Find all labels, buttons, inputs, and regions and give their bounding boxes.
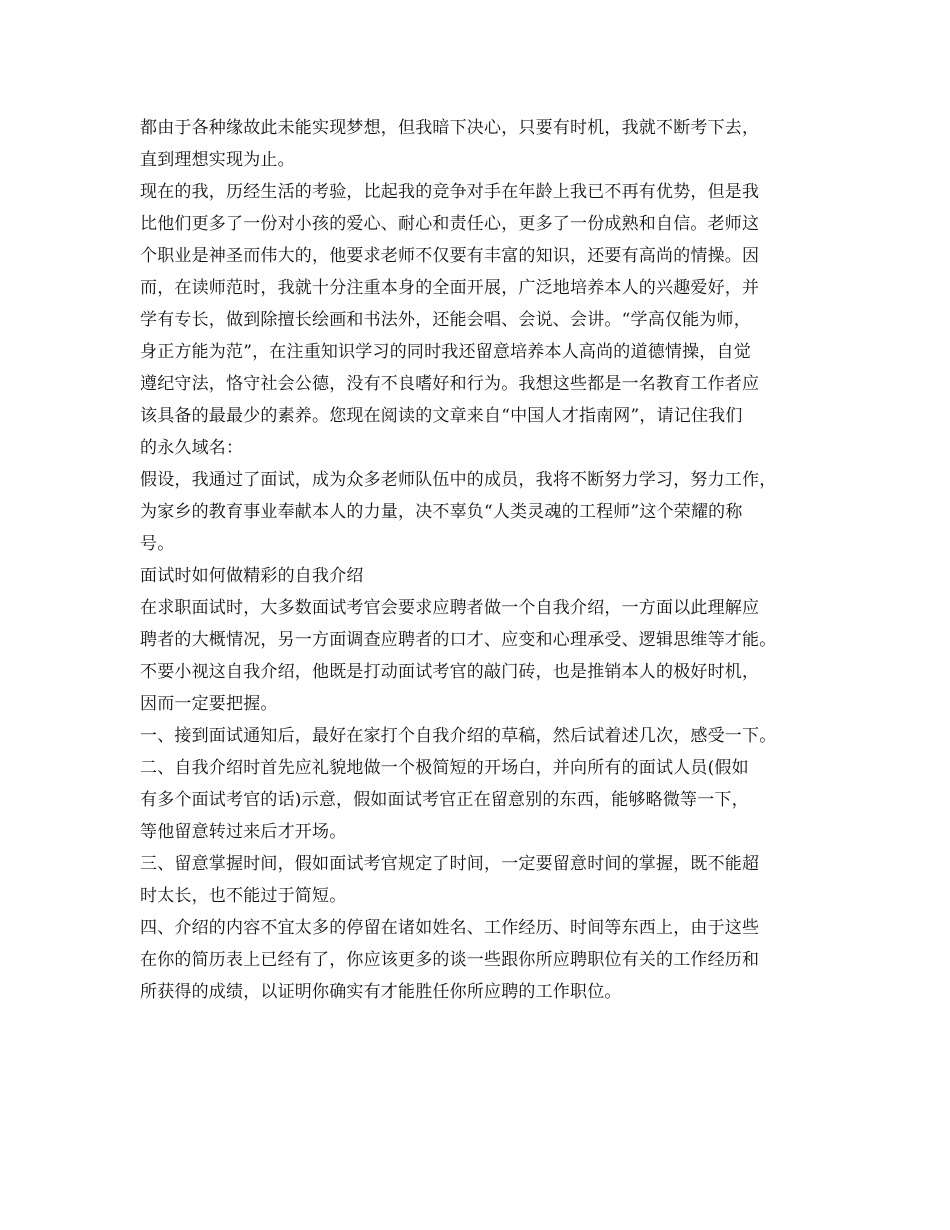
- text-line: 直到理想实现为止。: [140, 150, 295, 170]
- list-item-line: 等他留意转过来后才开场。: [140, 822, 347, 842]
- text-line: 聘者的大概情况，另一方面调查应聘者的口才、应变和心理承受、逻辑思维等才能。: [140, 630, 777, 650]
- section-heading: 面试时如何做精彩的自我介绍: [140, 566, 364, 586]
- list-item-line: 有多个面试考官的话)示意，假如面试考官正在留意别的东西，能够略微等一下，: [140, 790, 749, 810]
- text-line: 遵纪守法，恪守社会公德，没有不良嗜好和行为。我想这些都是一名教育工作者应: [140, 374, 760, 394]
- text-line: 因而一定要把握。: [140, 694, 278, 714]
- text-line: 为家乡的教育事业奉献本人的力量，决不辜负“人类灵魂的工程师”这个荣耀的称: [140, 502, 743, 522]
- text-line: 现在的我，历经生活的考验，比起我的竞争对手在年龄上我已不再有优势，但是我: [140, 182, 760, 202]
- text-line: 都由于各种缘故此未能实现梦想，但我暗下决心，只要有时机，我就不断考下去，: [140, 118, 760, 138]
- list-item-line: 四、介绍的内容不宜太多的停留在诸如姓名、工作经历、时间等东西上，由于这些: [140, 918, 760, 938]
- text-line: 号。: [140, 534, 175, 554]
- list-item-line: 在你的简历表上已经有了，你应该更多的谈一些跟你所应聘职位有关的工作经历和: [140, 950, 760, 970]
- list-item-line: 所获得的成绩，以证明你确实有才能胜任你所应聘的工作职位。: [140, 982, 622, 1002]
- text-line: 而，在读师范时，我就十分注重本身的全面开展，广泛地培养本人的兴趣爱好，并: [140, 278, 760, 298]
- text-line: 该具备的最最少的素养。您现在阅读的文章来自“中国人才指南网”，请记住我们: [140, 406, 743, 426]
- list-item-line: 三、留意掌握时间，假如面试考官规定了时间，一定要留意时间的掌握，既不能超: [140, 854, 760, 874]
- text-line: 学有专长，做到除擅长绘画和书法外，还能会唱、会说、会讲。“学高仅能为师，: [140, 310, 751, 330]
- text-line: 个职业是神圣而伟大的，他要求老师不仅要有丰富的知识，还要有高尚的情操。因: [140, 246, 760, 266]
- text-line: 假设，我通过了面试，成为众多老师队伍中的成员，我将不断努力学习，努力工作，: [140, 470, 777, 490]
- text-line: 在求职面试时，大多数面试考官会要求应聘者做一个自我介绍，一方面以此理解应: [140, 598, 760, 618]
- document-body: [140, 112, 830, 1008]
- text-line: 比他们更多了一份对小孩的爱心、耐心和责任心，更多了一份成熟和自信。老师这: [140, 214, 760, 234]
- text-line: 的永久域名：: [140, 438, 244, 458]
- list-item-line: 时太长，也不能过于简短。: [140, 886, 347, 906]
- text-line: 不要小视这自我介绍，他既是打动面试考官的敲门砖，也是推销本人的极好时机，: [140, 662, 760, 682]
- list-item-line: 二、自我介绍时首先应礼貌地做一个极简短的开场白，并向所有的面试人员(假如: [140, 758, 749, 778]
- list-item-line: 一、接到面试通知后，最好在家打个自我介绍的草稿，然后试着述几次，感受一下。: [140, 726, 777, 746]
- text-line: 身正方能为范”，在注重知识学习的同时我还留意培养本人高尚的道德情操，自觉: [140, 342, 751, 362]
